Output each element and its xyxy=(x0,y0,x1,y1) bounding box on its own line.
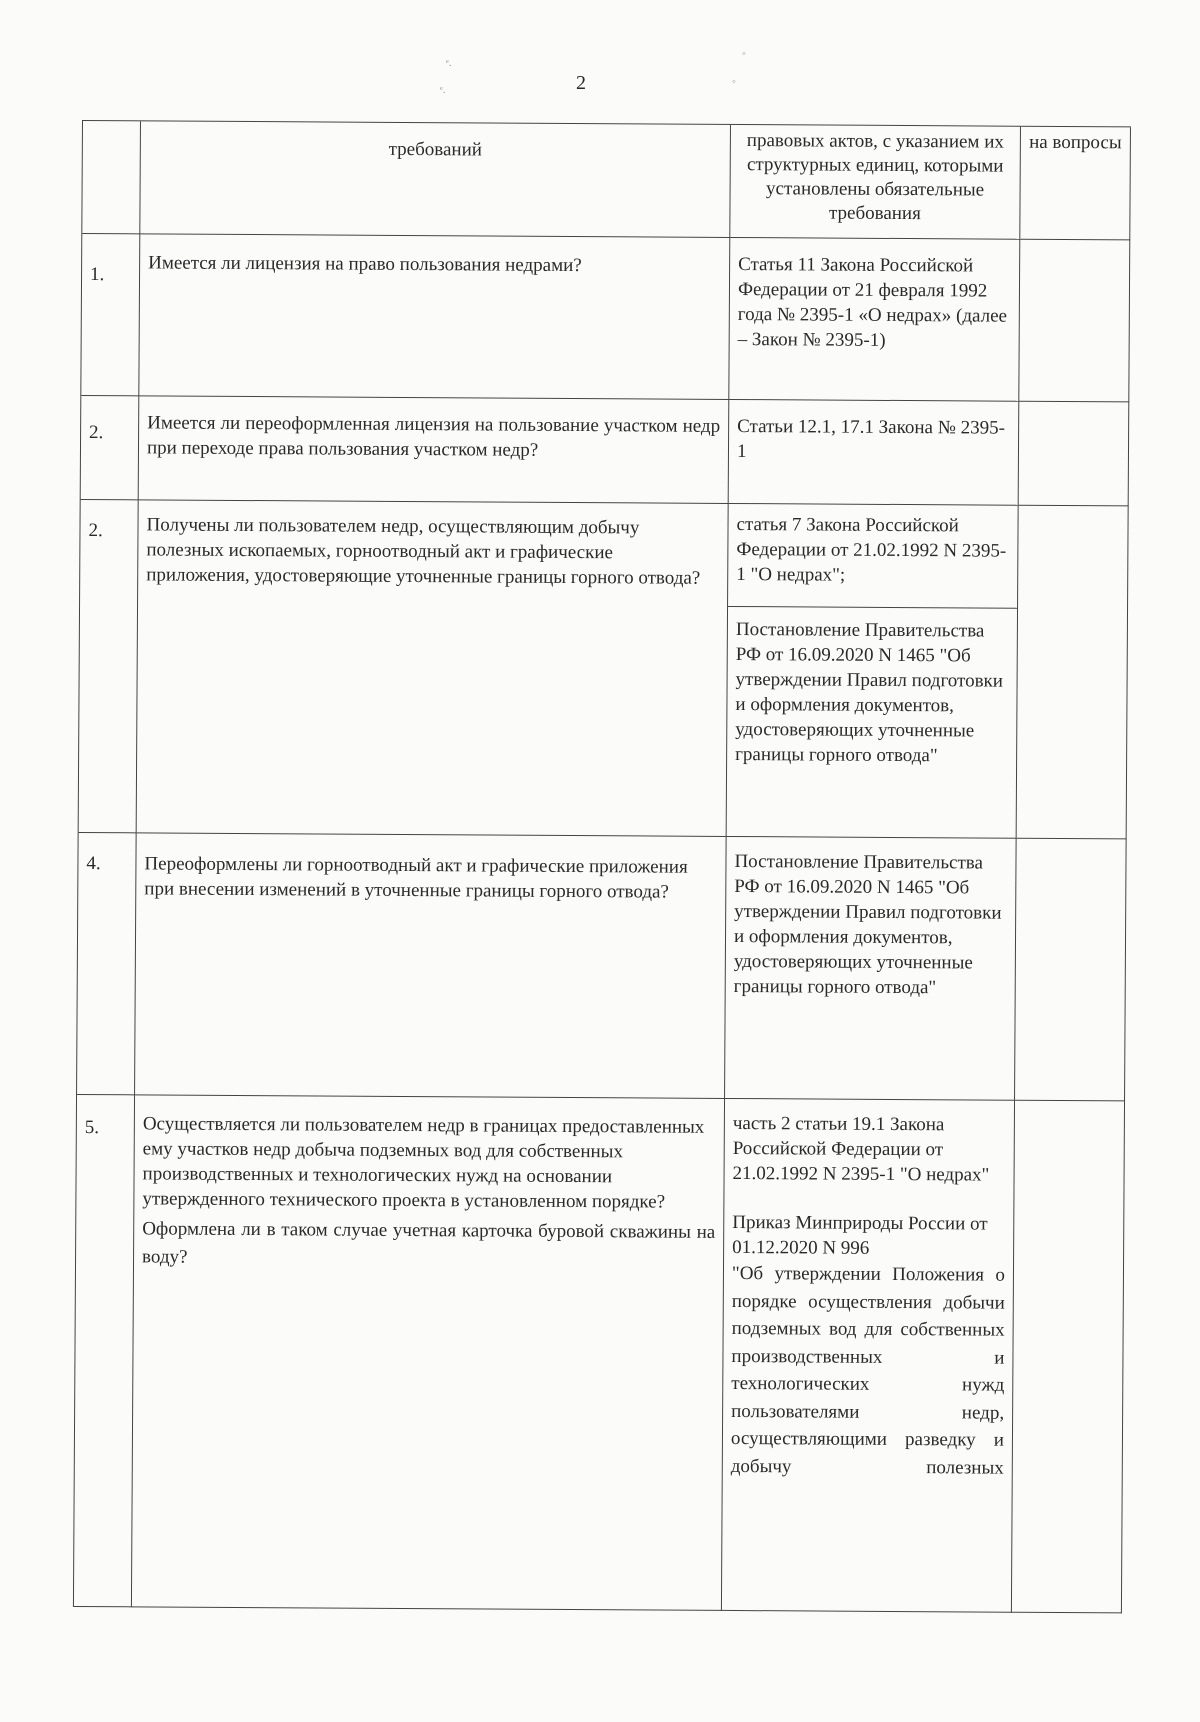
row-number: 2. xyxy=(79,500,139,833)
question-text: Имеется ли переоформленная лицензия на пользование участком недр при переходе права пользования участком недр? xyxy=(139,396,730,504)
row-number: 2. xyxy=(81,396,140,500)
table-row xyxy=(74,1095,1125,1613)
table-row xyxy=(81,234,1130,402)
page-number: 2 xyxy=(576,72,586,94)
legal-acts-cell xyxy=(722,1099,1015,1613)
row-number: 1. xyxy=(81,234,140,396)
question-cell xyxy=(132,1095,725,1611)
row-number: 5. xyxy=(74,1095,135,1607)
header-cell-answers: на вопросы xyxy=(1020,127,1131,241)
scan-speck: ◦ xyxy=(732,76,736,88)
legal-act: Статьи 12.1, 17.1 Закона № 2395-1 xyxy=(729,400,1020,506)
legal-act: часть 2 статьи 19.1 Закона Российской Федерации от 21.02.1992 N 2395-1 "О недрах" xyxy=(732,1112,990,1186)
legal-act: Постановление Правительства РФ от 16.09.2020 N 1465 "Об утверждении Правил подготовки и оформления документов, удостоверяющих уточненные границы горного отвода" xyxy=(725,837,1017,1101)
answer-cell xyxy=(1012,1101,1125,1614)
row-number: 4. xyxy=(77,833,137,1095)
legal-act: Постановление Правительства РФ от 16.09.2020 N 1465 "Об утверждении Правил подготовки и оформления документов, удостоверяющих уточненные границы горного отвода" xyxy=(735,619,1004,767)
answer-cell xyxy=(1019,240,1130,403)
question-text: Получены ли пользователем недр, осуществляющим добычу полезных ископаемых, горноотводный акт и графические приложения, удостоверяющие уточненные границы горного отвода? xyxy=(137,500,729,837)
scan-speck: ᵉ. xyxy=(446,57,452,69)
answer-cell xyxy=(1015,839,1127,1102)
requirements-table xyxy=(73,120,1131,1613)
question-text: Переоформлены ли горноотводный акт и графические приложения при внесении изменений в уточненные границы горного отвода? xyxy=(135,833,727,1099)
header-cell-acts: правовых актов, с указанием их структурных единиц, которыми установлены обязательные требования xyxy=(730,125,1021,240)
answer-cell xyxy=(1019,402,1130,507)
scan-speck: ᵉ. xyxy=(440,84,446,96)
legal-act: Приказ Минприроды России от 01.12.2020 N 996 xyxy=(732,1211,988,1259)
scan-speck: ◦ xyxy=(742,48,746,60)
header-cell-num xyxy=(82,121,141,234)
table-row xyxy=(79,500,1129,839)
question-text-followup: Оформлена ли в таком случае учетная карточка буровой скважины на воду? xyxy=(141,1218,716,1268)
answer-cell xyxy=(1017,506,1129,840)
question-text: Осуществляется ли пользователем недр в границах предоставленных ему участков недр добыча подземных вод для собственных производственных и технологических нужд на основании утвержденного технического проекта в установленном порядке? xyxy=(142,1113,705,1213)
legal-act: "Об утверждении Положения о порядке осуществления добычи подземных вод для собственных производственных и технологических нужд пользователями недр, осуществляющими разведку и добычу полезных xyxy=(730,1262,1006,1479)
table-row xyxy=(77,833,1127,1101)
legal-act: статья 7 Закона Российской Федерации от 21.02.1992 N 2395-1 "О недрах"; xyxy=(728,504,1018,609)
table-row xyxy=(81,396,1130,506)
header-cell-requirements: требований xyxy=(140,121,731,238)
question-text: Имеется ли лицензия на право пользования недрами? xyxy=(139,234,730,400)
legal-act: Статья 11 Закона Российской Федерации от 21 февраля 1992 года № 2395-1 «О недрах» (далее – Закон № 2395-1) xyxy=(729,238,1020,402)
table-header-row xyxy=(82,121,1131,240)
legal-acts-cell xyxy=(727,504,1019,839)
